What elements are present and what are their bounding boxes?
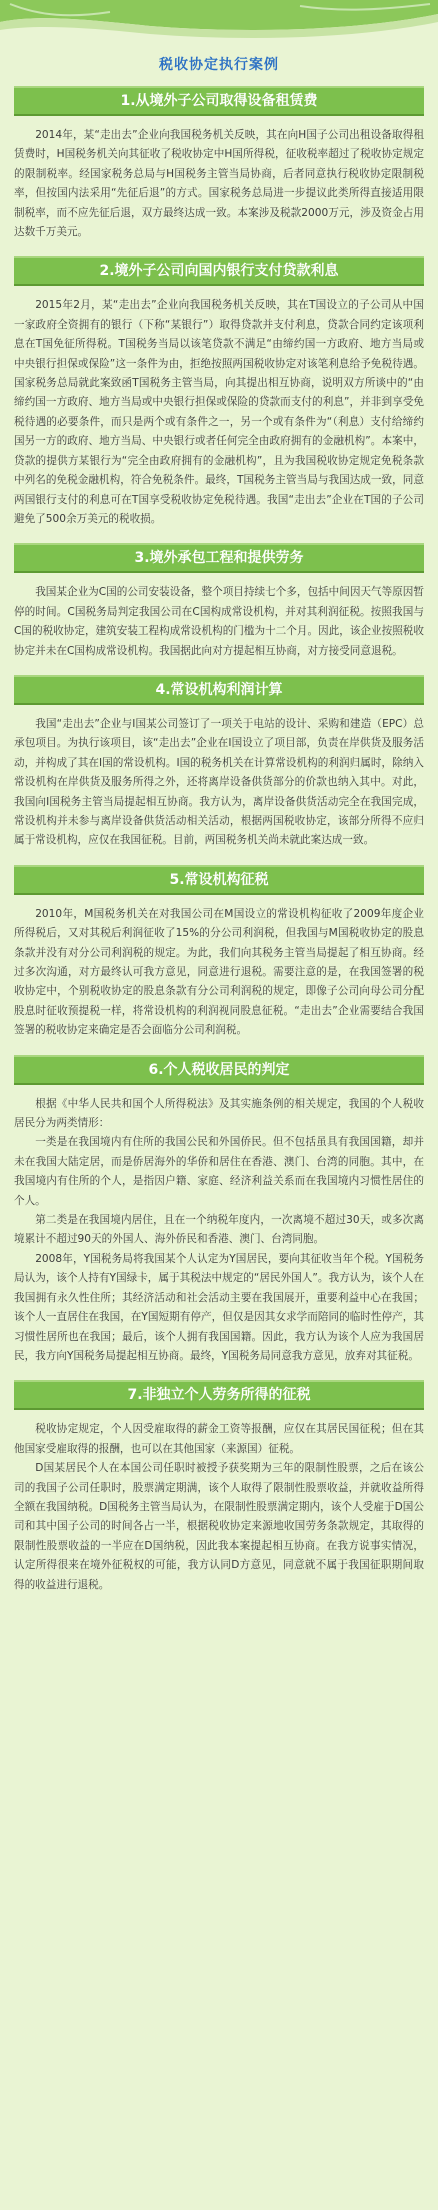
section-4: [14, 675, 424, 851]
article-content: [14, 86, 424, 1609]
banner-decoration: [0, 0, 438, 46]
page-title: 税收协定执行案例: [159, 57, 279, 73]
section-paragraph: 税收协定规定，个人因受雇取得的薪金工资等报酬，应仅在其居民国征税；但在其他国家受雇取得的报酬，也可以在其他国家（来源国）征税。: [14, 1423, 424, 1455]
section-paragraph: 根据《中华人民共和国个人所得税法》及其实施条例的相关规定，我国的个人税收居民分为两类情形：: [14, 1097, 424, 1130]
section-heading: 5.常设机构征税: [14, 865, 424, 895]
section-7: [14, 1380, 424, 1595]
section-heading: 7.非独立个人劳务所得的征税: [14, 1380, 424, 1410]
section-paragraph: 我国“走出去”企业与I国某公司签订了一项关于电站的设计、采购和建造（EPC）总承包项目。为执行该项目，该“走出去”企业在I国设立了项目部，负责在岸供货及服务活动，并构成了其在I国的常设机构。I国的税务机关在计算常设机构的利润归属时，除纳入常设机构在岸供货及服务所得之外，还将离岸设备供货部分的价款也纳入其中。对此，我国向I国税务主管当局提起相互协商。我方认为，离岸设备供货活动完全在我国完成，常设机构并未参与离岸设备供货活动相关活动，根据两国税收协定，该部分所得不应归属于常设机构，应仅在我国征税。目前，两国税务机关尚未就此案达成一致。: [14, 717, 424, 847]
section-paragraph: 2008年，Y国税务局将我国某个人认定为Y国居民，要向其征收当年个税。Y国税务局认为，该个人持有Y国绿卡，属于其税法中规定的“居民外国人”。我方认为，该个人在我国拥有永久性住所；其经济活动和社会活动主要在我国展开，重要利益中心在我国；该个人一直居住在我国，在Y国短期有停产，但仅是因其女求学而陪同的临时性停产，其习惯性居所也在我国；最后，该个人拥有我国国籍。因此，我方认为该个人应为我国居民，我方向Y国税务局提起相互协商。最终，Y国税务局同意我方意见，放弃对其征税。: [14, 1252, 424, 1362]
section-heading: 2.境外子公司向国内银行支付贷款利息: [14, 256, 424, 286]
section-paragraph: 我国某企业为C国的公司安装设备，整个项目持续七个多，包括中间因天气等原因暂停的时间。C国税务局判定我国公司在C国构成常设机构，并对其利润征税。按照我国与C国的税收协定，建筑安装工程构成常设机构的门槛为十二个月。因此，该企业按照税收协定并未在C国构成常设机构。我国据此向对方提起相互协商，对方接受同意退税。: [14, 586, 424, 657]
section-paragraph: 一类是在我国境内有住所的我国公民和外国侨民。但不包括虽具有我国国籍，却并未在我国大陆定居，而是侨居海外的华侨和居住在香港、澳门、台湾的同胞。其中，在我国境内有住所的个人，是指因户籍、家庭、经济利益关系而在我国境内习惯性居住的个人。: [14, 1136, 424, 1207]
section-paragraph: 2010年，M国税务机关在对我国公司在M国设立的常设机构征收了2009年度企业所得税后，又对其税后利润征收了15%的分公司利润税，但我国与M国税收协定的股息条款并没有对分公司利润税的规定。为此，我们向其税务主管当局提起了相互协商。经过多次沟通，对方最终认可我方意见，同意进行退税。需要注意的是，在我国签署的税收协定中，个别税收协定的股息条款有分公司利润税的规定，即像子公司向母公司分配股息时征收预提税一样，将常设机构的利润视同股息征税。“走出去”企业需要结合我国签署的税收协定来确定是否会面临分公司利润税。: [14, 907, 424, 1037]
section-5: [14, 865, 424, 1041]
section-1: [14, 86, 424, 242]
section-paragraph: 2015年2月，某“走出去”企业向我国税务机关反映，其在T国设立的子公司从中国一家政府全资拥有的银行（下称“某银行”）取得贷款并支付利息，贷款合同约定该项利息在T国免征所得税。T国税务当局以该笔贷款不满足“由缔约国一方政府、地方当局或中央银行担保或保险”这一条件为由，拒绝按照两国税收协定对该笔利息给予免税待遇。国家税务总局就此案致函T国税务主管当局，向其提出相互协商，说明双方所谈中的“由缔约国一方政府、地方当局或中央银行担保或保险的贷款而支付的利息”，并非到享受免税待遇的必要条件，而只是两个或有条件之一，另一个或有条件为“（利息）支付给缔约国另一方的政府、地方当局、中央银行或者任何完全由政府拥有的金融机构”。本案中，贷款的提供方某银行为“完全由政府拥有的金融机构”，且为我国税收协定规定免税条款中列名的免税金融机构，符合免税条件。最终，T国税务主管当局与我国达成一致，同意两国银行支付的利息可在T国享受税收协定免税待遇。我国“走出去”企业在T国的子公司避免了500余万美元的税收损。: [14, 299, 424, 525]
section-heading: 4.常设机构利润计算: [14, 675, 424, 705]
section-paragraph: D国某居民个人在本国公司任职时被授予获奖期为三年的限制性股票，之后在该公司的我国子公司任职时，股票满定期满，该个人取得了限制性股票收益，并就收益所得全额在我国纳税。D国税务主管当局认为，在限制性股票满定期内，该个人受雇于D国公司和其中国子公司的时间各占一半，根据税收协定来源地收国劳务条款规定，其取得的限制性股票收益的一半应在D国纳税，因此我本案提起相互协商。在我方说事实情况，认定所得很来在境外征税权的可能，我方认同D方意见，同意就不属于我国征职期间取得的收益进行退税。: [14, 1462, 424, 1591]
section-heading: 1.从境外子公司取得设备租赁费: [14, 86, 424, 116]
section-2: [14, 256, 424, 529]
header-banner: [0, 0, 438, 46]
section-heading: 6.个人税收居民的判定: [14, 1055, 424, 1085]
section-6: [14, 1055, 424, 1367]
section-heading: 3.境外承包工程和提供劳务: [14, 543, 424, 573]
section-paragraph: 第二类是在我国境内居住，且在一个纳税年度内，一次离境不超过30天，或多次离境累计不超过90天的外国人、海外侨民和香港、澳门、台湾同胞。: [14, 1214, 424, 1246]
section-paragraph: 2014年，某“走出去”企业向我国税务机关反映，其在向H国子公司出租设备取得租赁费时，H国税务机关向其征收了税收协定中H国所得税，征收税率超过了税收协定规定的限制税率。经国家税务总局与H国税务主管当局协商，后者同意执行税收协定限制税率，但按国内法采用“先征后退”的方式。国家税务总局进一步提议此类所得直接适用限制税率，而不应先征后退，双方最终达成一致。本案涉及税款2000万元，涉及资金占用达数千万美元。: [14, 129, 424, 239]
section-3: [14, 543, 424, 661]
